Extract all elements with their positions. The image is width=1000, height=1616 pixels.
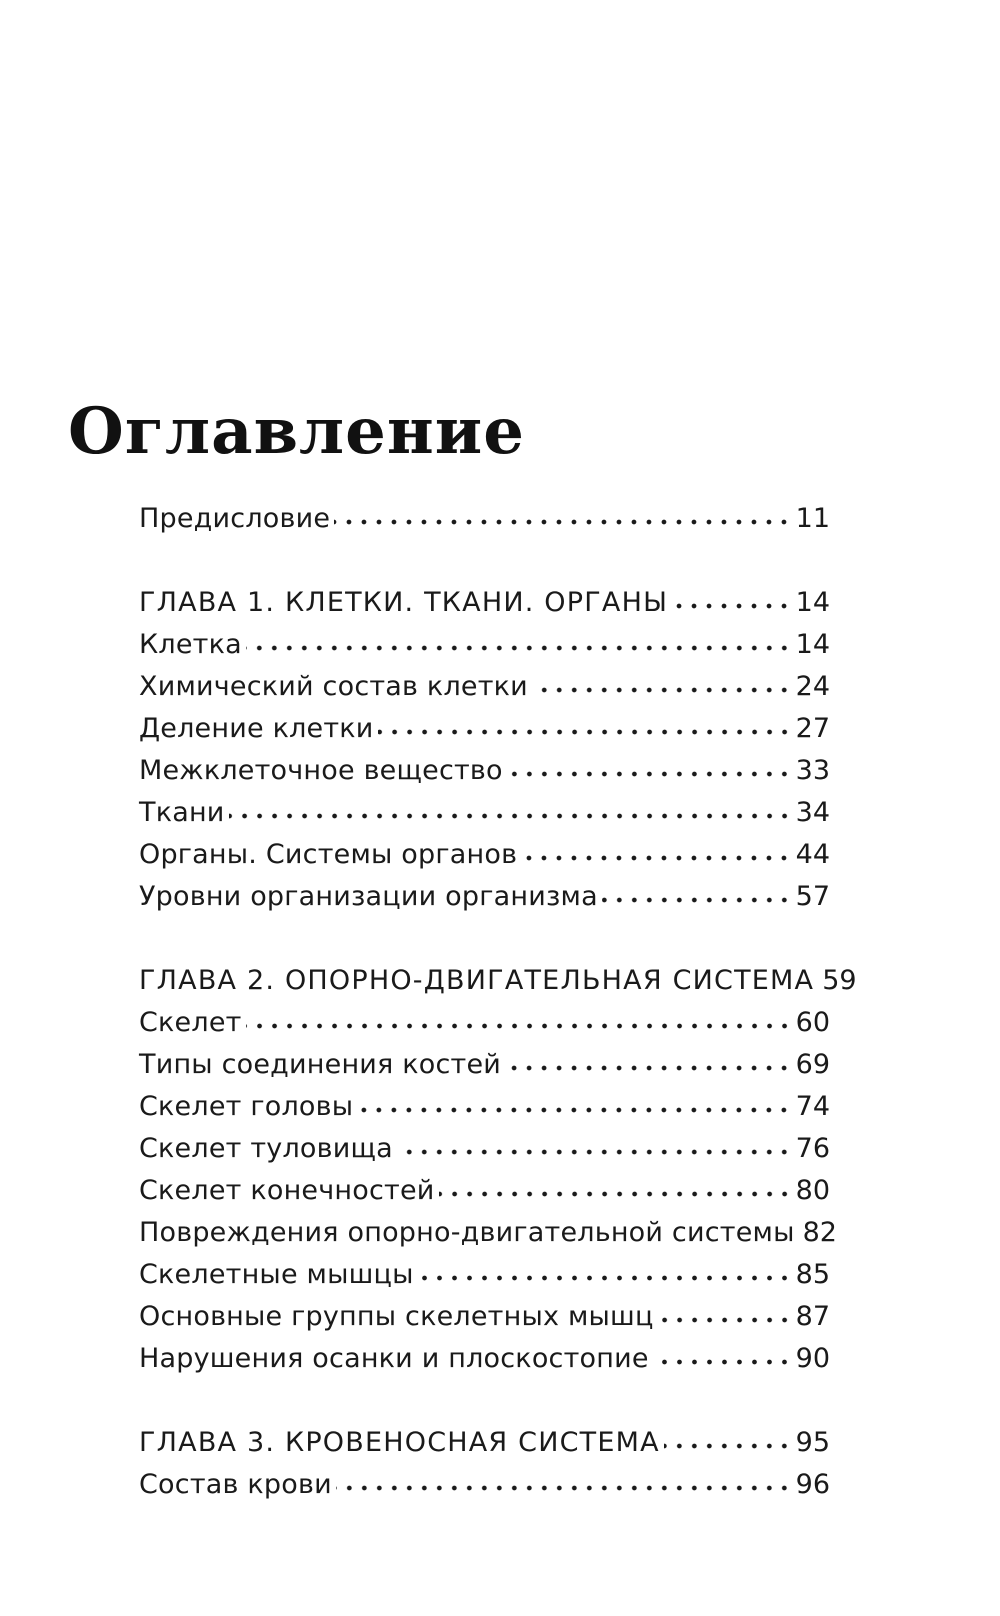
toc-entry-10[interactable] bbox=[139, 1002, 830, 1044]
toc-entry-11[interactable] bbox=[139, 1044, 830, 1086]
toc-entry-label: Деление клетки bbox=[139, 713, 374, 744]
dot-leader bbox=[397, 1146, 792, 1158]
dot-leader bbox=[521, 852, 791, 864]
toc-entry-label: Скелет конечностей bbox=[139, 1175, 435, 1206]
toc-entry-label: ГЛАВА 2. ОПОРНО-ДВИГАТЕЛЬНАЯ СИСТЕМА bbox=[139, 965, 815, 996]
toc-page-number: 60 bbox=[795, 1007, 830, 1038]
dot-leader bbox=[602, 894, 792, 906]
toc-entry-label: Основные группы скелетных мышц bbox=[139, 1301, 654, 1332]
toc-page-number: 96 bbox=[795, 1469, 830, 1500]
toc-entry-3[interactable] bbox=[139, 666, 830, 708]
toc-entry-label: Повреждения опорно-двигательной системы bbox=[139, 1217, 795, 1248]
toc-entry-20[interactable] bbox=[139, 1464, 830, 1506]
dot-leader bbox=[658, 1314, 792, 1326]
toc-entry-9[interactable] bbox=[139, 960, 857, 1002]
dot-leader bbox=[246, 642, 792, 654]
toc-entry-label: Скелет головы bbox=[139, 1091, 354, 1122]
dot-leader bbox=[672, 600, 792, 612]
dot-leader bbox=[439, 1188, 792, 1200]
toc-entry-label: Органы. Системы органов bbox=[139, 839, 518, 870]
toc-entry-13[interactable] bbox=[139, 1128, 830, 1170]
toc-entry-7[interactable] bbox=[139, 834, 830, 876]
dot-leader bbox=[334, 516, 791, 528]
dot-leader bbox=[664, 1440, 792, 1452]
toc-page-number: 74 bbox=[795, 1091, 830, 1122]
toc-page-number: 34 bbox=[795, 797, 830, 828]
toc-page-number: 59 bbox=[822, 965, 857, 996]
toc-page-number: 33 bbox=[795, 755, 830, 786]
toc-entry-label: Клетка bbox=[139, 629, 242, 660]
dot-leader bbox=[246, 1020, 792, 1032]
toc-page-number: 95 bbox=[795, 1427, 830, 1458]
dot-leader bbox=[336, 1482, 792, 1494]
toc-page-number: 44 bbox=[795, 839, 830, 870]
toc-page-number: 87 bbox=[795, 1301, 830, 1332]
toc-entry-label: Нарушения осанки и плоскостопие bbox=[139, 1343, 649, 1374]
toc-entry-17[interactable] bbox=[139, 1296, 830, 1338]
toc-entry-label: ГЛАВА 3. КРОВЕНОСНАЯ СИСТЕМА bbox=[139, 1427, 660, 1458]
toc-page-number: 11 bbox=[795, 503, 830, 534]
dot-leader bbox=[378, 726, 792, 738]
toc-page-number: 14 bbox=[795, 629, 830, 660]
toc-entry-19[interactable] bbox=[139, 1422, 830, 1464]
toc-entry-label: ГЛАВА 1. КЛЕТКИ. ТКАНИ. ОРГАНЫ bbox=[139, 587, 669, 618]
toc-page-number: 14 bbox=[795, 587, 830, 618]
table-of-contents bbox=[139, 498, 857, 1506]
toc-entry-2[interactable] bbox=[139, 624, 830, 666]
toc-entry-label: Типы соединения костей bbox=[139, 1049, 502, 1080]
toc-entry-label: Состав крови bbox=[139, 1469, 332, 1500]
dot-leader bbox=[418, 1272, 792, 1284]
toc-entry-label: Скелет bbox=[139, 1007, 242, 1038]
toc-page-number: 85 bbox=[795, 1259, 830, 1290]
toc-entry-4[interactable] bbox=[139, 708, 830, 750]
toc-page-number: 90 bbox=[795, 1343, 830, 1374]
page-title: Оглавление bbox=[68, 394, 525, 469]
dot-leader bbox=[507, 768, 792, 780]
toc-entry-label: Скелетные мышцы bbox=[139, 1259, 414, 1290]
toc-page-number: 57 bbox=[795, 881, 830, 912]
toc-entry-1[interactable] bbox=[139, 582, 830, 624]
toc-entry-18[interactable] bbox=[139, 1338, 830, 1380]
dot-leader bbox=[357, 1104, 791, 1116]
toc-entry-label: Межклеточное вещество bbox=[139, 755, 503, 786]
toc-entry-14[interactable] bbox=[139, 1170, 830, 1212]
toc-entry-0[interactable] bbox=[139, 498, 830, 540]
toc-entry-8[interactable] bbox=[139, 876, 830, 918]
toc-page-number: 27 bbox=[795, 713, 830, 744]
toc-entry-label: Предисловие bbox=[139, 503, 331, 534]
toc-entry-15[interactable] bbox=[139, 1212, 837, 1254]
toc-page-number: 82 bbox=[802, 1217, 837, 1248]
toc-page-number: 76 bbox=[795, 1133, 830, 1164]
toc-entry-label: Уровни организации организма bbox=[139, 881, 598, 912]
dot-leader bbox=[505, 1062, 792, 1074]
dot-leader bbox=[229, 810, 792, 822]
toc-entry-label: Химический состав клетки bbox=[139, 671, 528, 702]
dot-leader bbox=[532, 684, 792, 696]
toc-entry-label: Скелет туловища bbox=[139, 1133, 393, 1164]
toc-entry-16[interactable] bbox=[139, 1254, 830, 1296]
toc-page-number: 69 bbox=[795, 1049, 830, 1080]
toc-page-number: 80 bbox=[795, 1175, 830, 1206]
toc-entry-6[interactable] bbox=[139, 792, 830, 834]
dot-leader bbox=[653, 1356, 792, 1368]
toc-entry-5[interactable] bbox=[139, 750, 830, 792]
toc-entry-12[interactable] bbox=[139, 1086, 830, 1128]
toc-page-number: 24 bbox=[795, 671, 830, 702]
toc-entry-label: Ткани bbox=[139, 797, 225, 828]
